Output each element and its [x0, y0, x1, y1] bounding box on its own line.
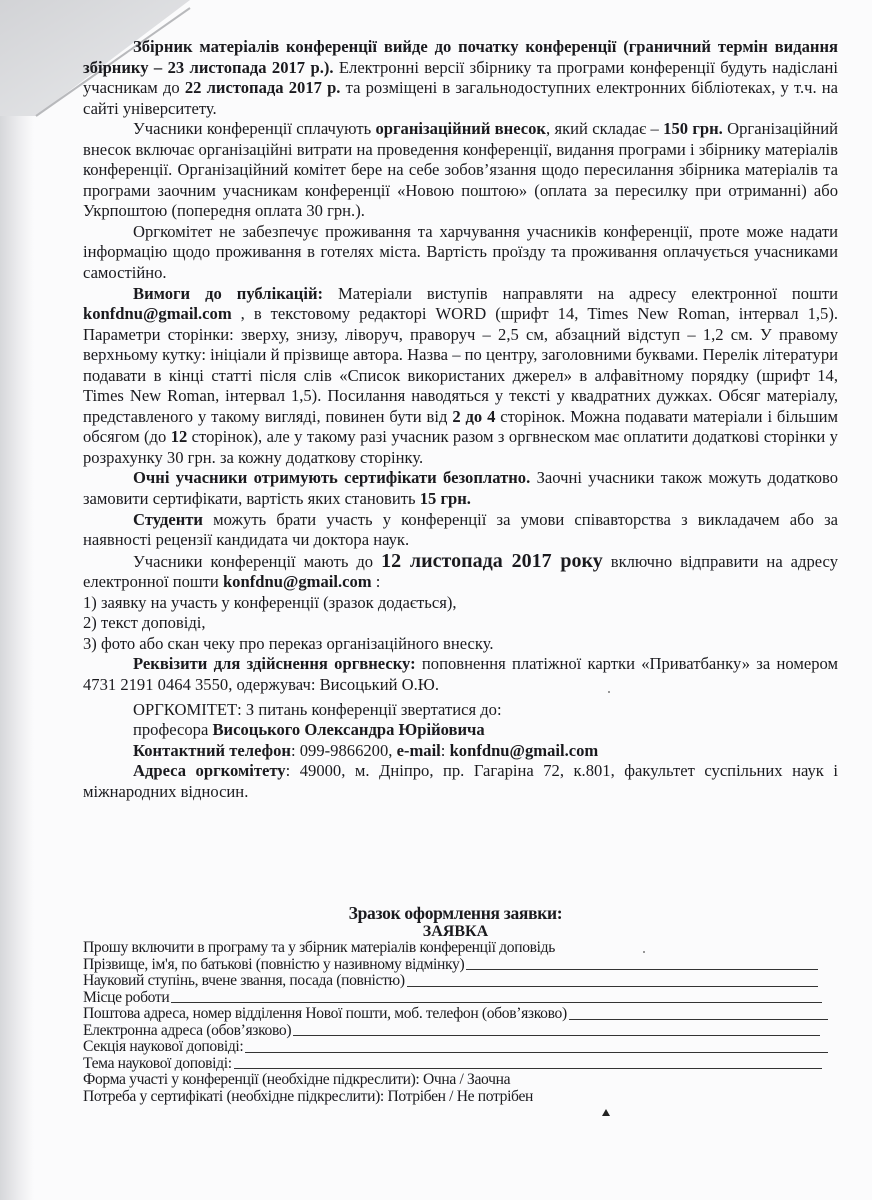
paragraph-contact-phone [83, 741, 838, 762]
paragraph-students [83, 510, 838, 551]
field-blank-line[interactable] [293, 1023, 820, 1037]
field-label: Тема наукової доповіді: [83, 1054, 232, 1072]
bold-text: Контактний телефон [133, 740, 291, 760]
field-blank-line[interactable] [234, 1056, 822, 1070]
field-blank-line[interactable] [466, 957, 818, 971]
sample-heading: Зразок оформлення заявки: [348, 903, 563, 923]
text: професора [133, 720, 213, 740]
form-field-full-name[interactable] [83, 957, 828, 974]
text: Учасники конференції мають до [133, 551, 382, 571]
list-item: 1) заявку на участь у конференції (зразок додається), [83, 592, 457, 612]
text: Заочні учасники також можуть додатково замовити сертифікати, вартість яких становить [83, 468, 839, 509]
bold-text: Висоцького Олександра Юрійовича [212, 720, 485, 740]
submission-list [83, 593, 838, 655]
bold-text: Студенти [133, 509, 203, 529]
paragraph-publication-requirements [83, 284, 838, 469]
text: : [371, 572, 381, 592]
text: сторінок. Можна подавати матеріали і більшим обсягом (до [83, 406, 838, 447]
form-participation [83, 1072, 828, 1089]
scan-speck [643, 951, 645, 953]
field-label: Поштова адреса, номер відділення Нової пошти, моб. телефон (обов’язково) [83, 1005, 567, 1022]
bold-text: Очні учасники отримують сертифікати безоплатно. [133, 468, 531, 488]
bold-text: організаційний внесок [375, 119, 546, 139]
text: , в текстовому редакторі WORD (шрифт 14, Times New Roman, інтервал 1,5). Параметри сторінки: зверху, знизу, ліворуч, праворуч – 2,5 см, абзацний відступ – 1,2 см. У правому верхньому кутку: ініціали й прізвище автора. Назва – по центру, заголовними буквами. Перелік літератури подавати в кінці статті після слів «Список використаних джерел» в алфавітному порядку (шрифт 14, Times New Roman, інтервал 1,5). Посилання наводяться у тексті у квадратних дужках. Обсяг матеріалу, представленого у такому вигляді, повинен бути від [83, 304, 838, 426]
text: Матеріали виступів направляти на адресу електронної пошти [323, 283, 838, 303]
text: поповнення платіжної картки «Приватбанку» за номером 4731 2191 0464 3550, одержувач: Висоцький О.Ю. [83, 654, 838, 694]
text: сторінок), але у такому разі учасник разом з оргвнеском має оплатити додаткові сторінки у розрахунку 30 грн. за кожну додаткову сторінку. [83, 427, 838, 467]
form-field-workplace[interactable] [83, 990, 828, 1007]
form-field-degree[interactable] [83, 973, 828, 990]
certificate-text: Потреба у сертифікаті (необхідне підкреслити): Потрібен / Не потрібен [83, 1087, 534, 1105]
application-form [83, 940, 828, 1105]
bold-date: 12 листопада 2017 року [381, 549, 603, 572]
field-label: Місце роботи [83, 988, 170, 1006]
form-intro [83, 940, 828, 957]
document-body [83, 37, 838, 802]
paragraph-professor [83, 720, 838, 741]
field-blank-line[interactable] [569, 1006, 828, 1020]
text: : 099-9866200, [291, 740, 397, 760]
field-label: Прізвище, ім'я, по батькові (повністю у називному відмінку) [83, 955, 465, 973]
field-blank-line[interactable] [171, 990, 822, 1004]
text: Оргкомітет не забезпечує проживання та харчування учасників конференції, проте може надати інформацію щодо проживання в готелях міста. Вартість проїзду та проживання оплачується учасниками самостійно. [83, 221, 838, 283]
paragraph-payment-details [83, 654, 838, 695]
email-link[interactable]: konfdnu@gmail.com [83, 304, 232, 324]
bold-text: Збірник матеріалів конференції вийде до початку конференції (граничний термін видання збірнику – 23 листопада 2017 р.). [83, 37, 838, 77]
bold-text: Реквізити для здійснення оргвнеску: [133, 654, 416, 674]
text: , який складає – [546, 119, 664, 139]
application-title: ЗАЯВКА [422, 923, 489, 940]
page-edge-shadow [0, 0, 34, 1200]
participation-text: Форма участі у конференції (необхідне підкреслити): Очна / Заочна [83, 1071, 511, 1088]
text: Електронні версії збірнику та програми конференції будуть надіслані учасникам до [83, 57, 838, 98]
email-link[interactable]: konfdnu@gmail.com [449, 740, 599, 760]
field-label: Електронна адреса (обов’язково) [83, 1021, 292, 1039]
paragraph-fee [83, 119, 838, 222]
text: включно відправити на адресу електронної пошти [83, 551, 838, 592]
paragraph-certificates [83, 468, 838, 509]
text: : 49000, м. Дніпро, пр. Гагаріна 72, к.801, факультет суспільних наук і міжнародних відносин. [83, 761, 838, 801]
list-item: 3) фото або скан чеку про переказ організаційного внеску. [83, 633, 494, 653]
email-link[interactable]: konfdnu@gmail.com [222, 572, 372, 592]
paragraph-orgcommittee [83, 700, 838, 721]
bold-text: Вимоги до публікацій: [133, 283, 324, 303]
text: Організаційний внесок включає організаційні витрати на проведення конференції, видання програми і збірнику матеріалів конференції. Організаційний комітет бере на себе зобов’язання щодо пересилання збірника матеріалів та програми заочним учасникам конференції «Новою поштою» (оплата за пересилку при отриманні) або Укрпоштою (попередня оплата 30 грн.). [83, 119, 838, 221]
paragraph-address [83, 761, 838, 802]
form-field-section[interactable] [83, 1039, 828, 1056]
field-label: Науковий ступінь, вчене звання, посада (повністю) [83, 972, 405, 989]
bold-text: 22 листопада 2017 р. [184, 78, 341, 98]
paragraph-collection-deadline [83, 37, 838, 119]
field-blank-line[interactable] [245, 1039, 828, 1053]
text: ОРГКОМІТЕТ: З питань конференції звертатися до: [133, 699, 502, 719]
form-field-email[interactable] [83, 1023, 828, 1040]
form-certificate [83, 1089, 828, 1106]
bold-text: 2 до 4 [452, 406, 496, 426]
field-label: Секція наукової доповіді: [83, 1038, 244, 1055]
form-field-topic[interactable] [83, 1056, 828, 1073]
bold-text: 15 грн. [419, 489, 471, 509]
bold-text: 150 грн. [663, 119, 723, 139]
text: можуть брати участь у конференції за умови співавторства з викладачем або за наявності рецензії кандидата чи доктора наук. [83, 509, 838, 550]
field-blank-line[interactable] [407, 973, 818, 987]
bold-text: Адреса оргкомітету [133, 761, 286, 781]
text: та розміщені в загальнодоступних електронних бібліотеках, у т.ч. на сайті університету. [83, 78, 838, 118]
bold-text: 12 [170, 427, 188, 447]
text: : [440, 740, 450, 760]
bold-text: e-mail [396, 740, 441, 760]
paragraph-accommodation [83, 222, 838, 284]
list-item: 2) текст доповіді, [83, 613, 206, 633]
form-field-postal-address[interactable] [83, 1006, 828, 1023]
scan-speck [608, 691, 610, 693]
paragraph-submission-deadline [83, 551, 838, 593]
text: Учасники конференції сплачують [133, 119, 376, 139]
scan-mark-icon [602, 1109, 610, 1116]
form-intro-text: Прошу включити в програму та у збірник матеріалів конференції доповідь [83, 939, 555, 956]
